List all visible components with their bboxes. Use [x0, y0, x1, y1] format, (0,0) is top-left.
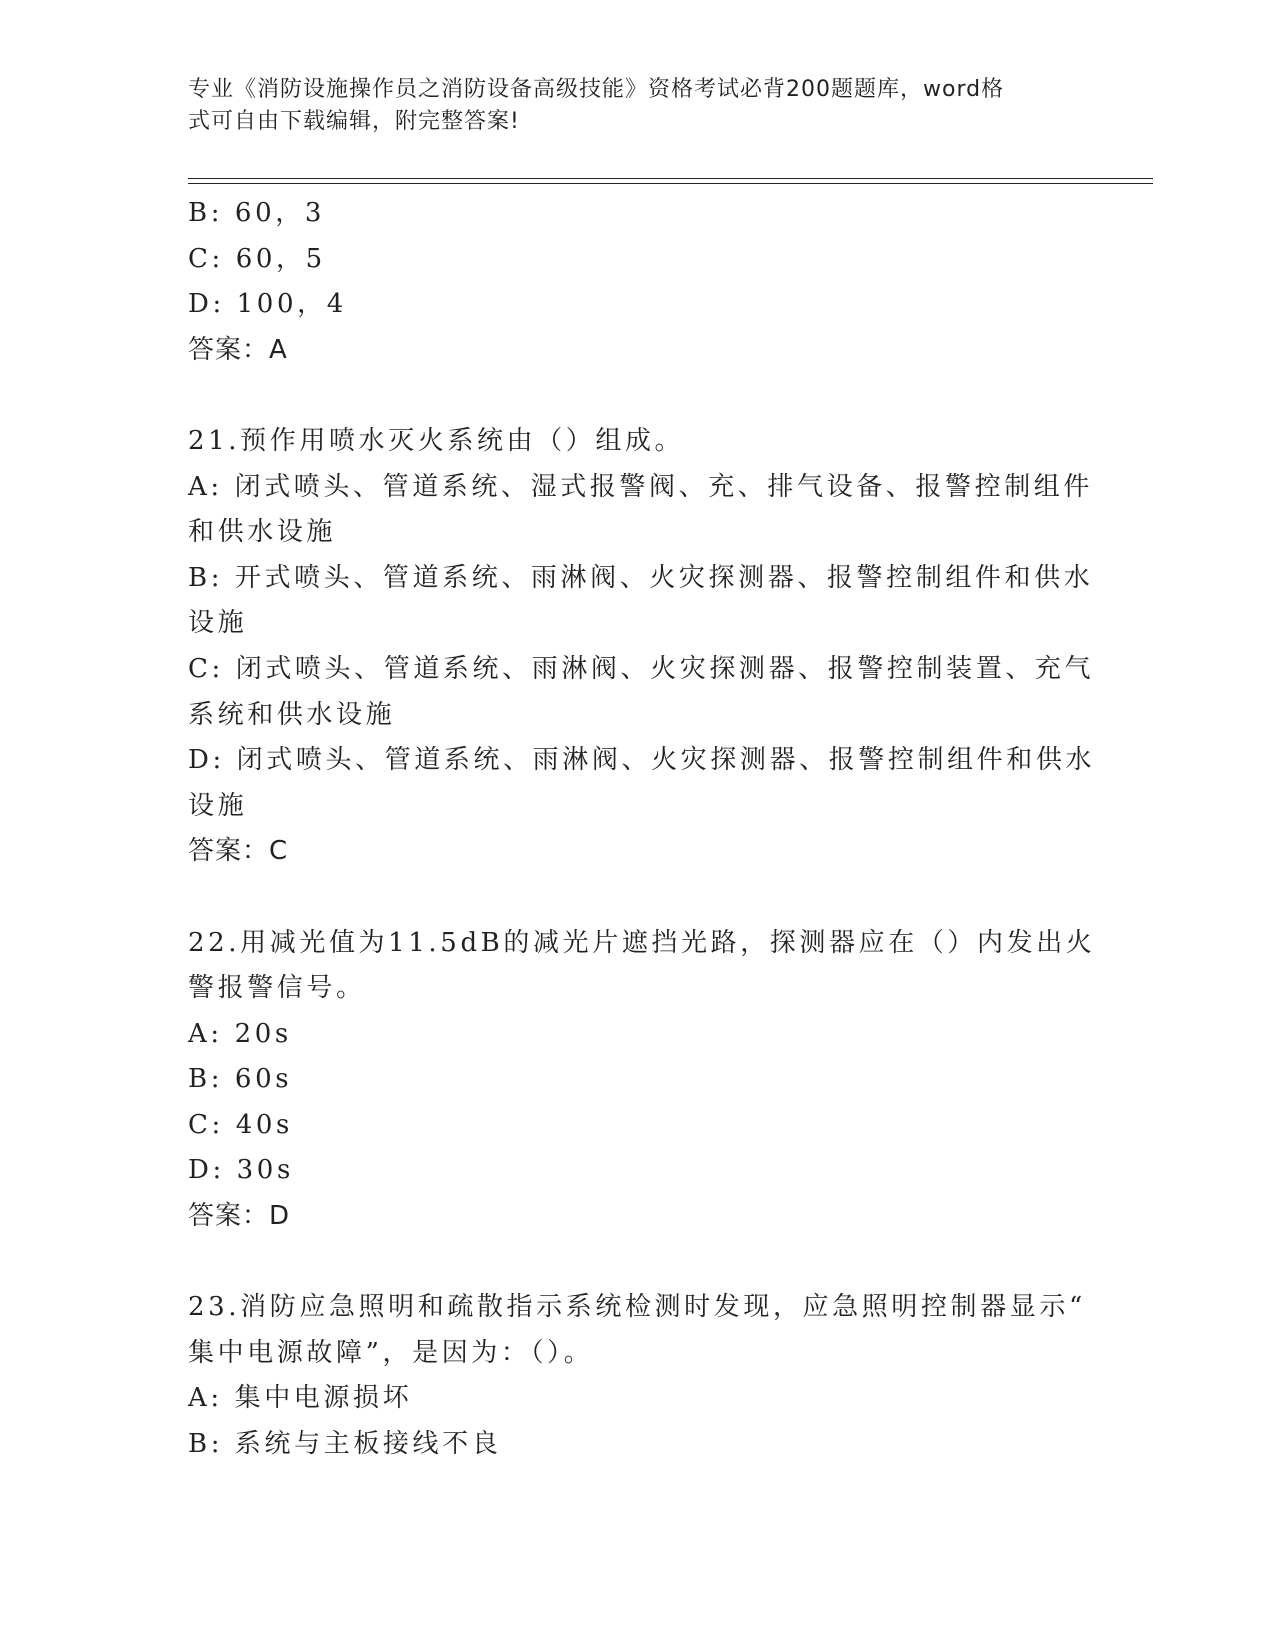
prev-option-d: D: 100，4 — [188, 289, 347, 320]
q22-option-d: D: 30s — [188, 1155, 294, 1186]
q21-option-c-line2: 系统和供水设施 — [188, 699, 396, 730]
q22-option-b: B: 60s — [188, 1064, 293, 1095]
header-divider-bottom — [188, 183, 1153, 184]
q22-option-a: A: 20s — [188, 1018, 292, 1049]
q23-option-a: A: 集中电源损坏 — [188, 1383, 413, 1414]
question-content — [188, 191, 1096, 1468]
q22-stem-line2: 警报警信号。 — [188, 973, 366, 1004]
q21-option-a-line2: 和供水设施 — [188, 517, 337, 548]
q21-answer: 答案：C — [188, 836, 289, 867]
spacer — [188, 875, 1088, 921]
q23-stem-line1: 23.消防应急照明和疏散指示系统检测时发现，应急照明控制器显示“ — [188, 1292, 1086, 1323]
q22-option-c: C: 40s — [188, 1109, 293, 1140]
spacer — [188, 1240, 1088, 1286]
prev-option-b: B: 60，3 — [188, 198, 325, 228]
q21-option-d-line2: 设施 — [188, 790, 248, 821]
spacer — [188, 373, 1088, 419]
q21-stem: 21.预作用喷水灭火系统由（）组成。 — [188, 425, 685, 456]
q21-option-a-line1: A: 闭式喷头、管道系统、湿式报警阀、充、排气设备、报警控制组件 — [188, 471, 1094, 502]
prev-option-c: C: 60，5 — [188, 243, 326, 274]
q22-stem-line1: 22.用减光值为11.5dB的减光片遮挡光路，探测器应在（）内发出火 — [188, 927, 1096, 958]
q21-option-b-line1: B: 开式喷头、管道系统、雨淋阀、火灾探测器、报警控制组件和供水 — [188, 562, 1094, 593]
header-line-2: 式可自由下载编辑，附完整答案! — [188, 109, 520, 134]
document-header — [188, 74, 1068, 138]
header-divider-top — [188, 178, 1153, 179]
header-line-1: 专业《消防设施操作员之消防设备高级技能》资格考试必背200题题库，word格 — [188, 77, 1005, 102]
q21-option-c-line1: C: 闭式喷头、管道系统、雨淋阀、火灾探测器、报警控制装置、充气 — [188, 653, 1095, 684]
q23-option-b: B: 系统与主板接线不良 — [188, 1429, 502, 1460]
q21-option-b-line2: 设施 — [188, 608, 248, 639]
q23-stem-line2: 集中电源故障”，是因为：（）。 — [188, 1337, 594, 1368]
prev-answer: 答案：A — [188, 334, 288, 365]
q22-answer: 答案：D — [188, 1201, 291, 1232]
q21-option-d-line1: D: 闭式喷头、管道系统、雨淋阀、火灾探测器、报警控制组件和供水 — [188, 745, 1096, 776]
